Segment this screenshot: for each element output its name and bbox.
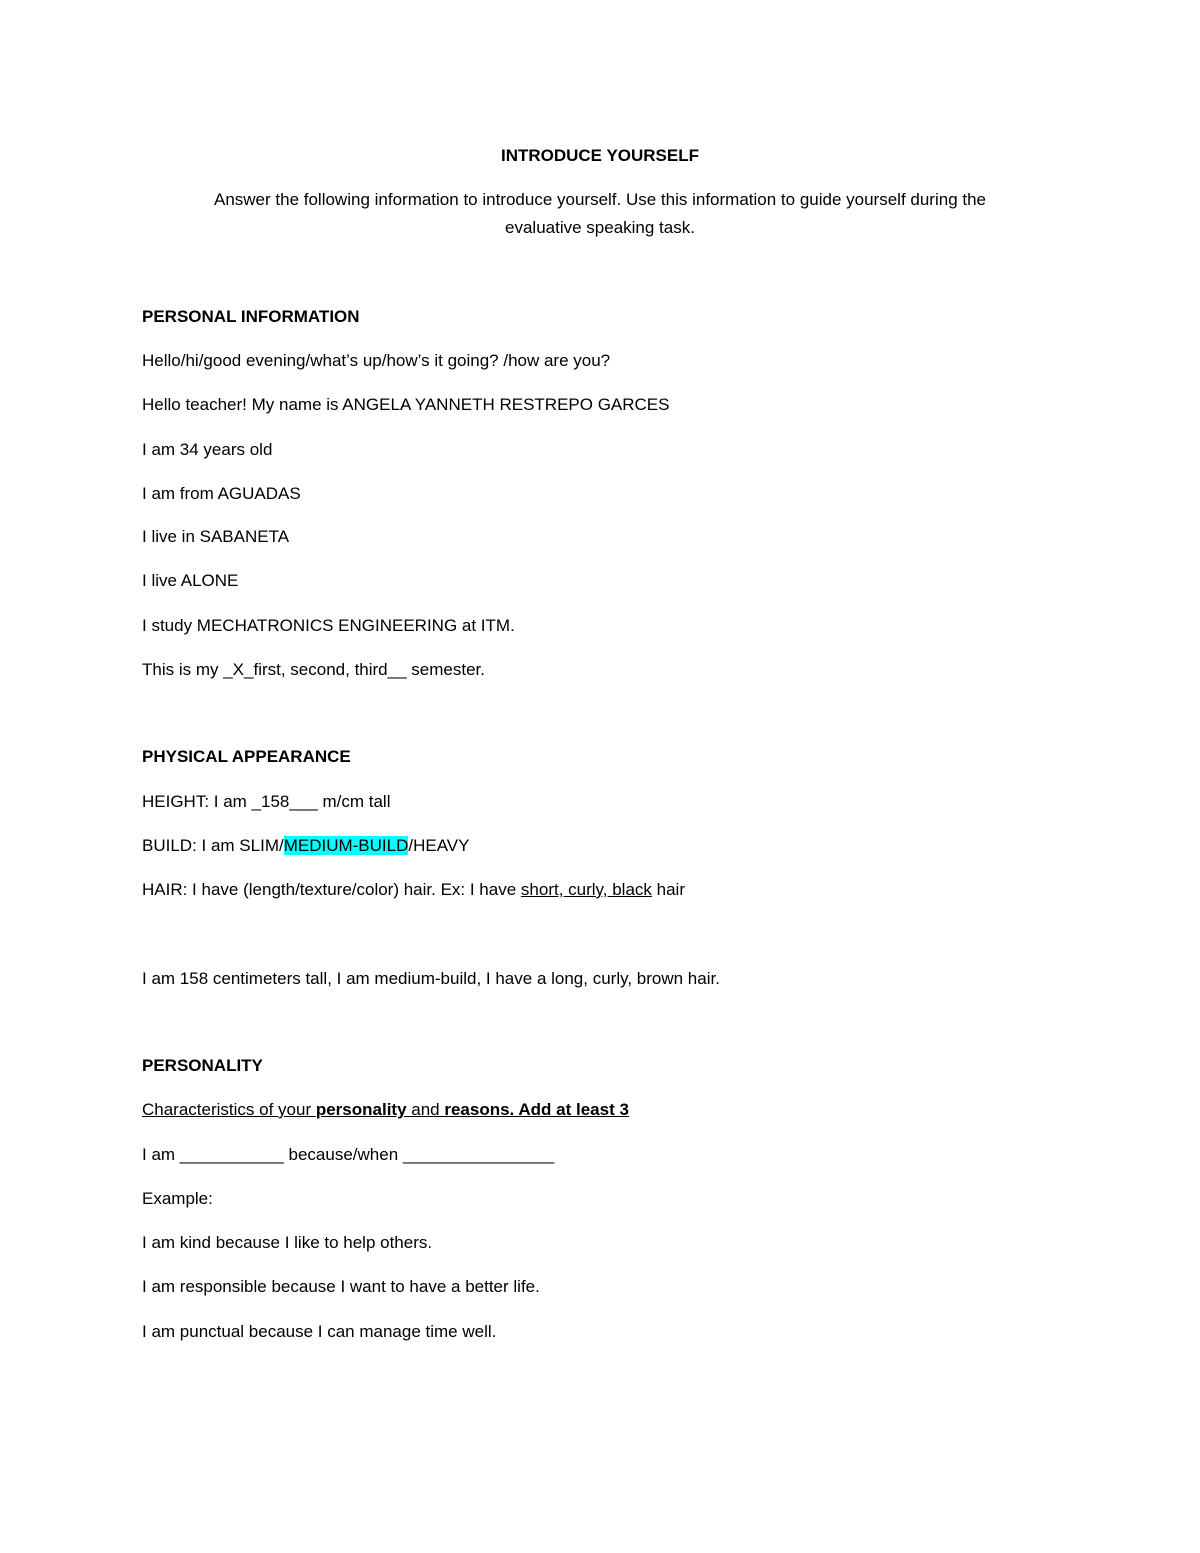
name-line: Hello teacher! My name is ANGELA YANNETH RESTREPO GARCES: [142, 395, 670, 414]
hair-example: short, curly, black: [520, 880, 652, 899]
build-line: [142, 836, 469, 856]
instr-part-2: personality: [315, 1100, 407, 1119]
personality-template-line: I am ___________ because/when ________________: [142, 1145, 555, 1164]
example-line-2: I am responsible because I want to have a better life.: [142, 1277, 540, 1296]
physical-appearance-heading: PHYSICAL APPEARANCE: [142, 747, 351, 766]
example-line-3: I am punctual because I can manage time well.: [142, 1322, 497, 1341]
document-title: INTRODUCE YOURSELF: [500, 146, 700, 165]
intro-text-line-1: Answer the following information to introduce yourself. Use this information to guide yourself during the: [213, 190, 986, 209]
live-with-line: I live ALONE: [142, 571, 239, 590]
instr-part-4: reasons. Add at least 3: [444, 1100, 629, 1119]
study-line: I study MECHATRONICS ENGINEERING at ITM.: [142, 616, 515, 635]
instr-part-3: and: [406, 1100, 445, 1119]
example-label: Example:: [142, 1189, 213, 1208]
semester-line: This is my _X_first, second, third__ semester.: [142, 660, 485, 679]
build-prefix: BUILD: I am SLIM/: [142, 836, 284, 855]
physical-summary-line: I am 158 centimeters tall, I am medium-build, I have a long, curly, brown hair.: [142, 969, 720, 988]
height-line: HEIGHT: I am _158___ m/cm tall: [142, 792, 391, 811]
from-line: I am from AGUADAS: [142, 484, 301, 503]
hair-prefix: HAIR: I have (length/texture/color) hair. Ex: I have: [142, 880, 521, 899]
build-suffix: /HEAVY: [408, 836, 470, 855]
age-line: I am 34 years old: [142, 440, 273, 459]
greetings-line: Hello/hi/good evening/what’s up/how’s it going? /how are you?: [142, 351, 611, 370]
personality-instructions: [142, 1100, 629, 1120]
example-line-1: I am kind because I like to help others.: [142, 1233, 433, 1252]
personality-heading: PERSONALITY: [142, 1056, 263, 1075]
instr-part-1: Characteristics of your: [142, 1100, 316, 1119]
intro-text-line-2: evaluative speaking task.: [505, 218, 695, 237]
build-highlight: MEDIUM-BUILD: [283, 836, 409, 855]
hair-line: [142, 880, 685, 900]
live-in-line: I live in SABANETA: [142, 527, 290, 546]
personal-info-heading: PERSONAL INFORMATION: [142, 307, 360, 326]
hair-suffix: hair: [651, 880, 685, 899]
